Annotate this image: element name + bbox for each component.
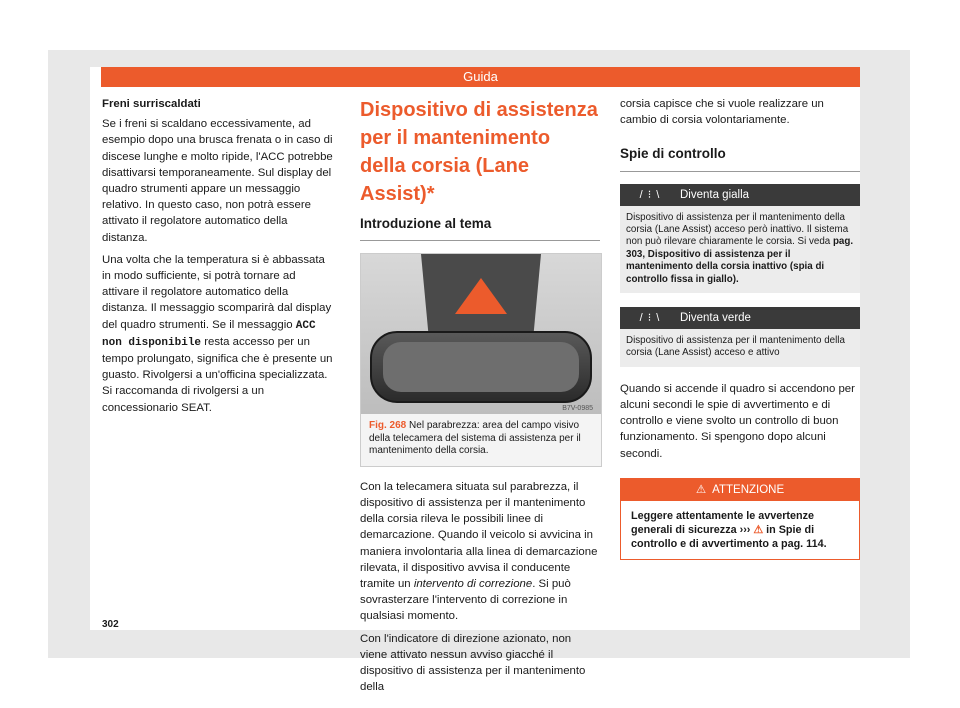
warning-text xyxy=(621,501,859,559)
text-run: in Spie di controllo e di avvertimento a pag. 114. xyxy=(631,523,827,550)
indicator-lamp-green xyxy=(620,307,860,367)
indicator-lamp-yellow xyxy=(620,184,860,293)
figure-caption-text: Nel parabrezza: area del campo visivo della telecamera del sistema di assistenza per il mantenimento della corsia. xyxy=(369,420,581,457)
figure-code: B7V-0985 xyxy=(562,405,593,413)
section-title: Dispositivo di assistenza per il mantenimento della corsia (Lane Assist)* xyxy=(360,99,598,205)
section-subtitle: Introduzione al tema xyxy=(360,216,600,241)
display-message-code: ACC non disponibile xyxy=(102,319,316,349)
lamp-label: Diventa verde xyxy=(680,311,751,324)
figure-image xyxy=(361,254,601,414)
emphasis: intervento di correzione xyxy=(413,577,533,590)
section-subheading: Freni surriscaldati xyxy=(102,98,201,110)
warning-header xyxy=(621,479,859,501)
section-subtitle: Spie di controllo xyxy=(620,146,860,171)
warning-box xyxy=(620,478,860,560)
chapter-header: Guida xyxy=(101,67,860,87)
mirror-glass xyxy=(383,342,579,392)
cross-reference: pag. 303, Dispositivo di assistenza per il mantenimento della corsia inattivo (spia di controllo fissa in giallo). xyxy=(626,236,854,285)
text-run: Con la telecamera situata sul parabrezza, il dispositivo di assistenza per il mantenimento della corsia rileva le possibili linee di demarcazione. Quando il veicolo si avvicina in maniera involontaria alla linea di demarcazione rilevata, il dispositivo avvisa il conducente tramite un xyxy=(360,480,598,590)
text-run: resta accesso per un tempo prolungato, significa che è presente un guasto. Rivolgersi a un'officina specializzata. Si raccomanda di rivolgersi a un concessionario SEAT. xyxy=(102,335,333,414)
warning-title: ATTENZIONE xyxy=(712,483,785,496)
figure xyxy=(360,253,602,467)
page-number: 302 xyxy=(102,619,119,630)
lamp-description: Dispositivo di assistenza per il mantenimento della corsia (Lane Assist) acceso e attivo xyxy=(620,329,860,367)
column-middle xyxy=(360,96,600,701)
column-right xyxy=(620,96,860,560)
paragraph: Se i freni si scaldano eccessivamente, ad esempio dopo una brusca frenata o in caso di discese lunghe e molto ripide, l'ACC potrebbe disattivarsi temporaneamente. Sul display del quadro strumenti appare un messaggio relativo. In questo caso, non potrà essere attivato il regolatore automatico della distanza. xyxy=(102,118,333,244)
paragraph: Quando si accende il quadro si accendono per alcuni secondi le spie di avvertimento e di controllo e viene svolto un controllo di buon funzionamento. Si spengono dopo alcuni secondi. xyxy=(620,382,855,460)
column-left xyxy=(102,96,334,422)
paragraph xyxy=(360,479,600,625)
lamp-description xyxy=(620,206,860,293)
warning-icon: ⚠ xyxy=(695,483,707,496)
text-run: Leggere attentamente le avvertenze generali di sicurezza ››› xyxy=(631,509,815,536)
figure-caption xyxy=(361,414,601,466)
figure-number: Fig. 268 xyxy=(369,420,407,432)
text-run: Dispositivo di assistenza per il mantenimento della corsia (Lane Assist) acceso però inattivo. Il sistema non può rilevare chiaramente le corsia. Si veda xyxy=(626,211,849,248)
paragraph xyxy=(102,252,334,416)
lane-assist-icon: / ⁝ \ xyxy=(639,188,661,201)
lane-assist-icon: / ⁝ \ xyxy=(639,311,661,324)
paragraph: corsia capisce che si vuole realizzare un cambio di corsia volontariamente. xyxy=(620,98,824,127)
text-run: . Si può sovrasterzare l'intervento di correzione in qualsiasi momento. xyxy=(360,577,571,623)
warning-icon: ⚠ xyxy=(753,523,764,536)
lamp-label: Diventa gialla xyxy=(680,188,750,201)
text-run: Una volta che la temperatura si è abbassata in modo sufficiente, si potrà tornare ad attivare il regolatore automatico della distanza. Il messaggio scomparirà dal display del quadro strumenti. Se il messaggio xyxy=(102,253,332,331)
paragraph: Con l'indicatore di direzione azionato, non viene attivato nessun avviso giacché il dispositivo di assistenza per il mantenimento della xyxy=(360,632,586,694)
